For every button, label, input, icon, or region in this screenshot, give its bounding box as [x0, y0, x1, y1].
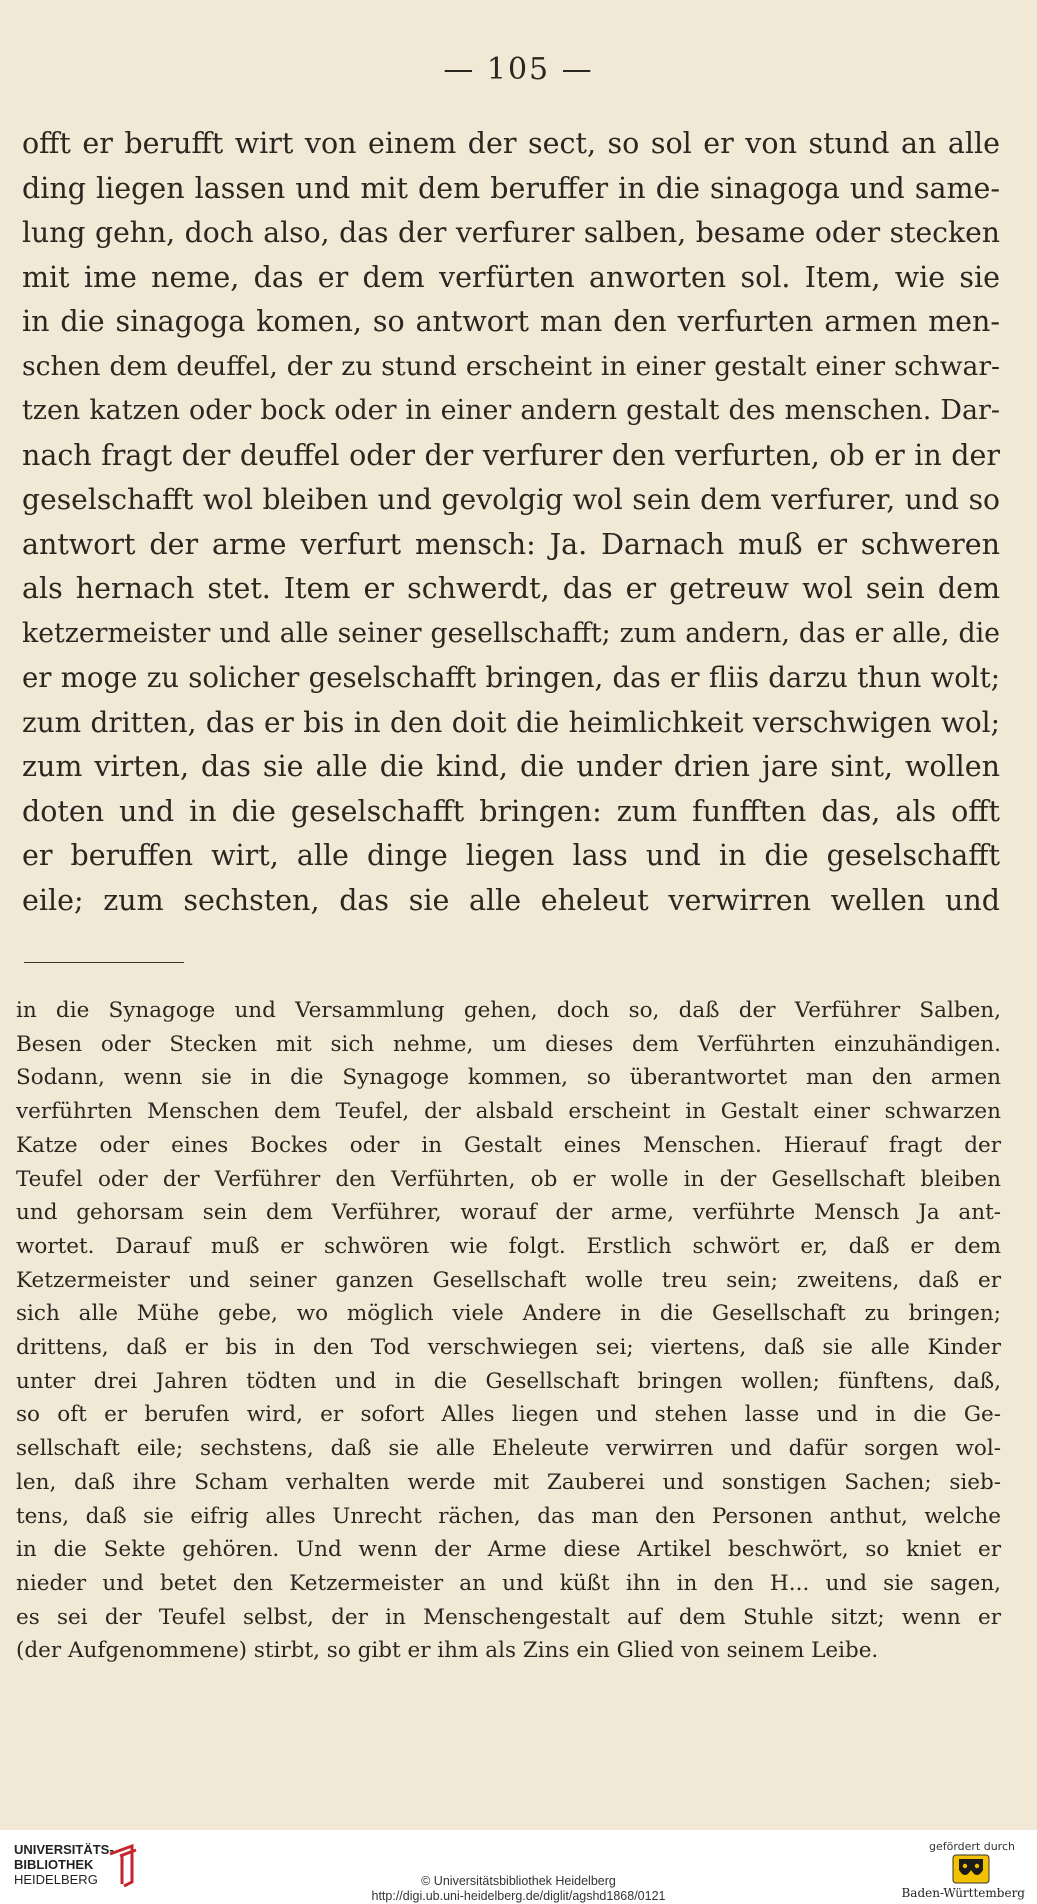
- main-text-line: eile; zum sechsten, das sie alle eheleut verwirren wellen und: [22, 883, 1000, 917]
- main-text-line: als hernach stet. Item er schwerdt, das er getreuw wol sein dem: [22, 572, 1000, 605]
- footnote-line: len, daß ihre Scham verhalten werde mit Zauberei und sonstigen Sachen; sieb-: [16, 1469, 1001, 1495]
- footnote-line: so oft er berufen wird, er sofort Alles liegen und stehen lasse und in die Ge-: [16, 1402, 1001, 1428]
- footnote-line: es sei der Teufel selbst, der in Menschengestalt auf dem Stuhle sitzt; wenn er: [16, 1604, 1001, 1630]
- footnote-line: Katze oder eines Bockes oder in Gestalt eines Menschen. Hierauf fragt der: [16, 1132, 1001, 1158]
- main-text-line: ketzermeister und alle seiner gesellschafft; zum andern, das er alle, die: [22, 617, 1000, 649]
- footnote-line: (der Aufgenommene) stirbt, so gibt er ihm als Zins ein Glied von seinem Leibe.: [16, 1638, 879, 1664]
- main-text-line: schen dem deuffel, der zu stund erscheint in einer gestalt einer schwar-: [22, 350, 1000, 382]
- footnote-line: Teufel oder der Verführer den Verführten, ob er wolle in der Gesellschaft bleiben: [16, 1166, 1001, 1192]
- footnote-text: [16, 994, 1001, 1668]
- footnote-line: in die Sekte gehören. Und wenn der Arme diese Artikel beschwört, so kniet er: [16, 1537, 1001, 1563]
- footnote-line: verführten Menschen dem Teufel, der alsbald erscheint in Gestalt einer schwarzen: [16, 1099, 1001, 1125]
- main-text-line: er moge zu solicher geselschafft bringen, das er fliis darzu thun wolt;: [22, 662, 1000, 694]
- footnote-line: in die Synagoge und Versammlung gehen, doch so, daß der Verführer Salben,: [16, 998, 1001, 1023]
- page-number: — 105 —: [443, 52, 594, 87]
- sponsor-name: Baden-Württemberg: [901, 1886, 1025, 1900]
- main-text-line: tzen katzen oder bock oder in einer andern gestalt des menschen. Dar-: [22, 395, 1000, 426]
- main-text: [22, 122, 1000, 923]
- copyright-block: [0, 1874, 1037, 1904]
- copyright-text: © Universitätsbibliothek Heidelberg: [421, 1874, 616, 1888]
- footnote-rule: [24, 962, 184, 963]
- sponsor-label: gefördert durch: [928, 1840, 1015, 1853]
- main-text-line: lung gehn, doch also, das der verfurer salben, besame oder stecken: [22, 216, 1000, 249]
- footnote-line: sellschaft eile; sechstens, daß sie alle Eheleute verwirren und dafür sorgen wol-: [16, 1436, 1001, 1462]
- main-text-line: er beruffen wirt, alle dinge liegen lass und in die geselschafft: [22, 839, 1000, 872]
- main-text-line: zum virten, das sie alle die kind, die under drien jare sint, wollen: [22, 750, 1000, 783]
- footnote-line: und gehorsam sein dem Verführer, worauf der arme, verführte Mensch Ja ant-: [16, 1200, 1001, 1226]
- main-text-line: offt er berufft wirt von einem der sect, so sol er von stund an alle: [22, 127, 1000, 160]
- viewer-footer: [0, 1830, 1037, 1904]
- library-logo-line1: UNIVERSITÄTS-: [14, 1842, 114, 1857]
- main-text-line: ding liegen lassen und mit dem beruffer in die sinagoga und same-: [22, 171, 1000, 205]
- coat-of-arms-icon: [952, 1854, 990, 1884]
- library-logo-line2: BIBLIOTHEK: [14, 1857, 94, 1872]
- footnote-line: tens, daß sie eifrig alles Unrecht rächen, das man den Personen anthut, welche: [16, 1503, 1001, 1529]
- footnote-line: sich alle Mühe gebe, wo möglich viele Andere in die Gesellschaft zu bringen;: [16, 1301, 1001, 1327]
- main-text-line: geselschafft wol bleiben und gevolgig wol sein dem verfurer, und so: [22, 483, 1000, 516]
- footnote-line: Ketzermeister und seiner ganzen Gesellschaft wolle treu sein; zweitens, daß er: [16, 1267, 1001, 1293]
- main-text-line: zum dritten, das er bis in den doit die heimlichkeit verschwigen wol;: [22, 705, 1000, 739]
- main-text-line: nach fragt der deuffel oder der verfurer den verfurten, ob er in der: [22, 438, 1000, 472]
- library-logo-line3: HEIDELBERG: [14, 1872, 98, 1887]
- footnote-line: unter drei Jahren tödten und in die Gesellschaft bringen wollen; fünftens, daß,: [16, 1368, 1001, 1394]
- main-text-line: antwort der arme verfurt mensch: Ja. Darnach muß er schweren: [22, 527, 1000, 561]
- footnote-line: wortet. Darauf muß er schwören wie folgt. Erstlich schwört er, daß er dem: [16, 1233, 1001, 1259]
- footnote-line: Sodann, wenn sie in die Synagoge kommen, so überantwortet man den armen: [16, 1065, 1001, 1091]
- footnote-line: Besen oder Stecken mit sich nehme, um dieses dem Verführten einzuhändigen.: [16, 1031, 1001, 1057]
- main-text-line: mit ime neme, das er dem verfürten anworten sol. Item, wie sie: [22, 260, 1000, 294]
- footnote-line: nieder und betet den Ketzermeister an und küßt ihn in den H... und sie sagen,: [16, 1570, 1001, 1596]
- main-text-line: in die sinagoga komen, so antwort man den verfurten armen men-: [22, 305, 1000, 338]
- footnote-line: drittens, daß er bis in den Tod verschwiegen sei; viertens, daß sie alle Kinder: [16, 1335, 1001, 1361]
- main-text-line: doten und in die geselschafft bringen: zum funfften das, als offt: [22, 794, 1000, 828]
- permalink-url[interactable]: http://digi.ub.uni-heidelberg.de/diglit/agshd1868/0121: [371, 1889, 666, 1903]
